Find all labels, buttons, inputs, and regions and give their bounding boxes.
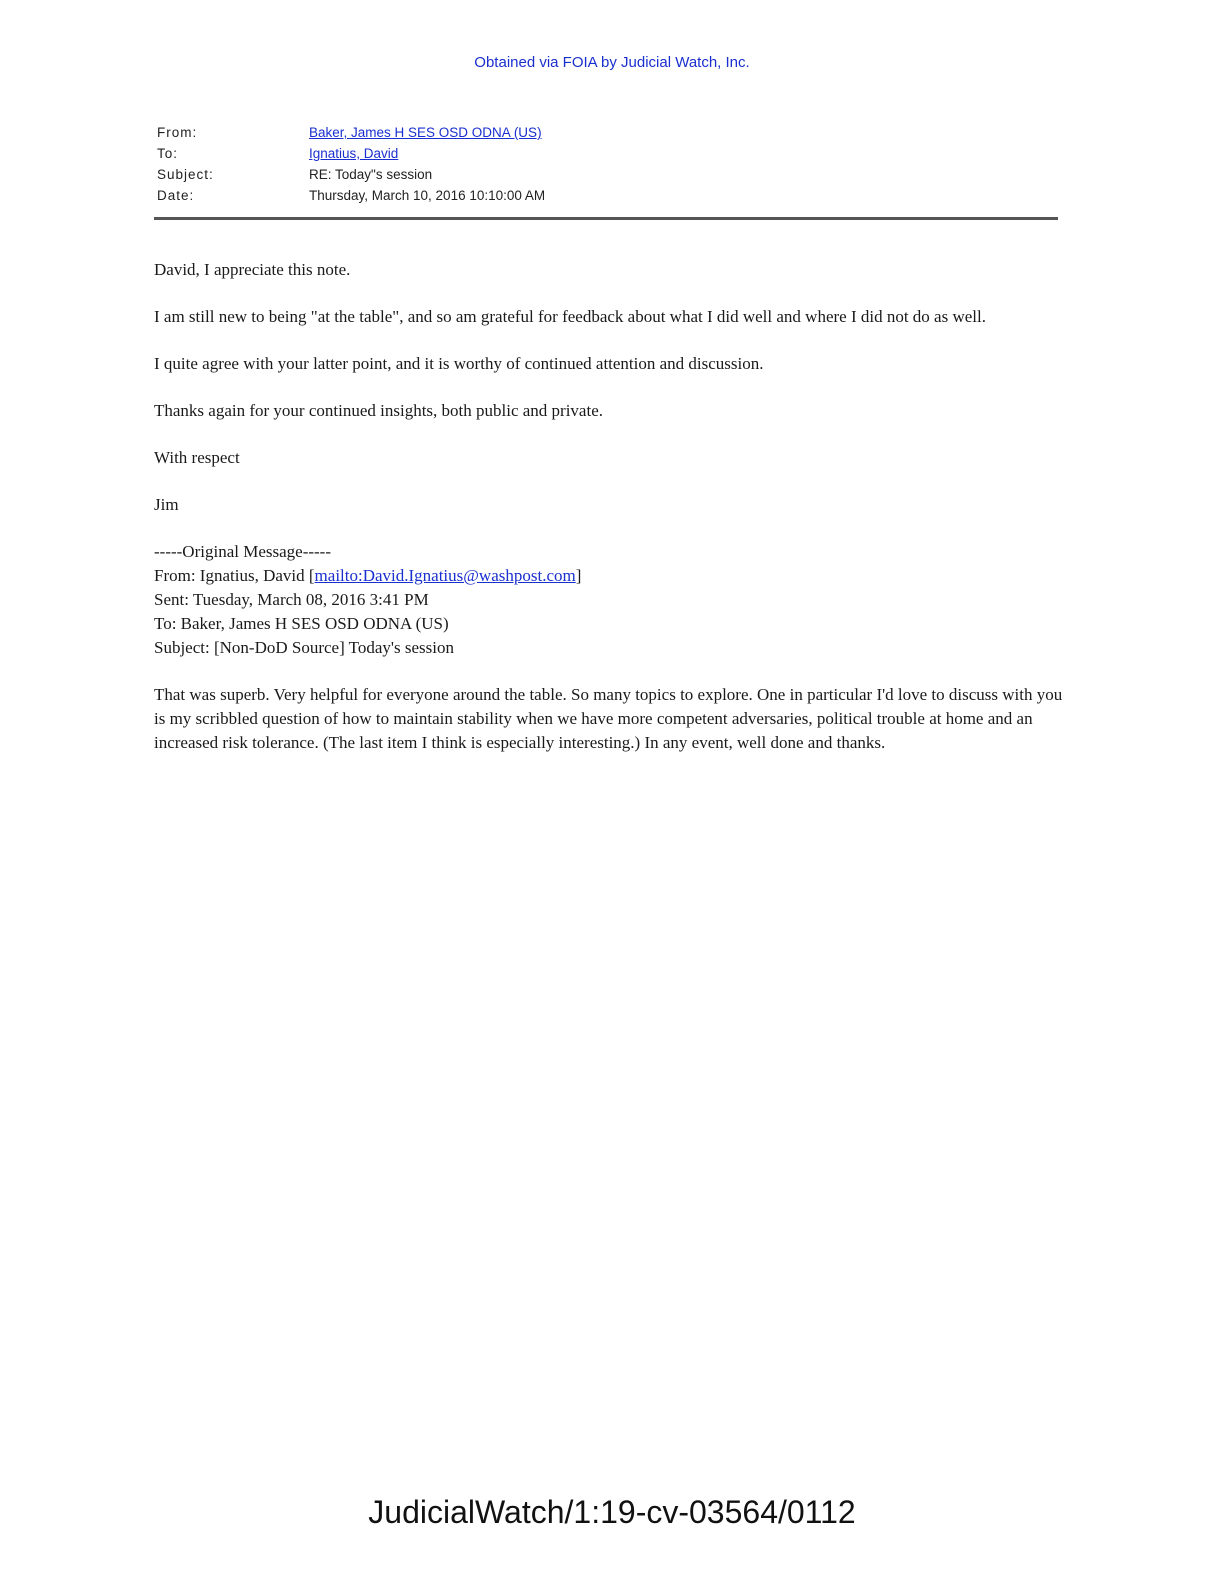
original-subject: Subject: [Non-DoD Source] Today's session (154, 638, 454, 657)
subject-label: Subject: (157, 167, 214, 182)
to-link[interactable]: Ignatius, David (309, 146, 399, 161)
to-label: To: (157, 146, 179, 161)
from-value (309, 125, 542, 140)
date-label: Date: (157, 188, 195, 203)
original-from-mailto-link[interactable]: mailto:David.Ignatius@washpost.com (314, 566, 576, 585)
header-from-row (157, 122, 1057, 143)
original-message-body: That was superb. Very helpful for everyone around the table. So many topics to explore. One in particular I'd love to discuss with you is my scribbled question of how to maintain stability when we have more competent adversaries, political trouble at home and an increased risk tolerance. (The last item I think is especially interesting.) In any event, well done and thanks. (154, 685, 1063, 752)
original-from-prefix: From: Ignatius, David [ (154, 566, 315, 585)
header-to-row (157, 143, 1057, 164)
body-paragraph-5: With respect (154, 448, 240, 467)
body-paragraph-3: I quite agree with your latter point, and it is worthy of continued attention and discussion. (154, 354, 764, 373)
body-signature: Jim (154, 495, 179, 514)
to-value (309, 146, 398, 161)
from-label: From: (157, 125, 198, 140)
original-message-header (154, 540, 1064, 660)
header-divider (154, 217, 1058, 220)
subject-value: RE: Today"s session (309, 167, 433, 182)
body-paragraph-2: I am still new to being "at the table", and so am grateful for feedback about what I did well and where I did not do as well. (154, 307, 986, 326)
header-subject-row (157, 164, 1057, 185)
original-from-suffix: ] (575, 566, 582, 585)
from-link[interactable]: Baker, James H SES OSD ODNA (US) (309, 125, 542, 140)
body-paragraph-4: Thanks again for your continued insights, both public and private. (154, 401, 603, 420)
date-value: Thursday, March 10, 2016 10:10:00 AM (309, 188, 546, 203)
original-sent: Sent: Tuesday, March 08, 2016 3:41 PM (154, 590, 429, 609)
bates-footer: JudicialWatch/1:19-cv-03564/0112 (368, 1494, 856, 1530)
body-paragraph-1: David, I appreciate this note. (154, 260, 351, 279)
header-date-row (157, 185, 1057, 206)
original-to: To: Baker, James H SES OSD ODNA (US) (154, 614, 449, 633)
email-body (154, 258, 1064, 778)
email-header (157, 122, 1057, 206)
foia-watermark: Obtained via FOIA by Judicial Watch, Inc. (474, 54, 750, 71)
original-separator: -----Original Message----- (154, 542, 331, 561)
original-from (154, 564, 1064, 588)
